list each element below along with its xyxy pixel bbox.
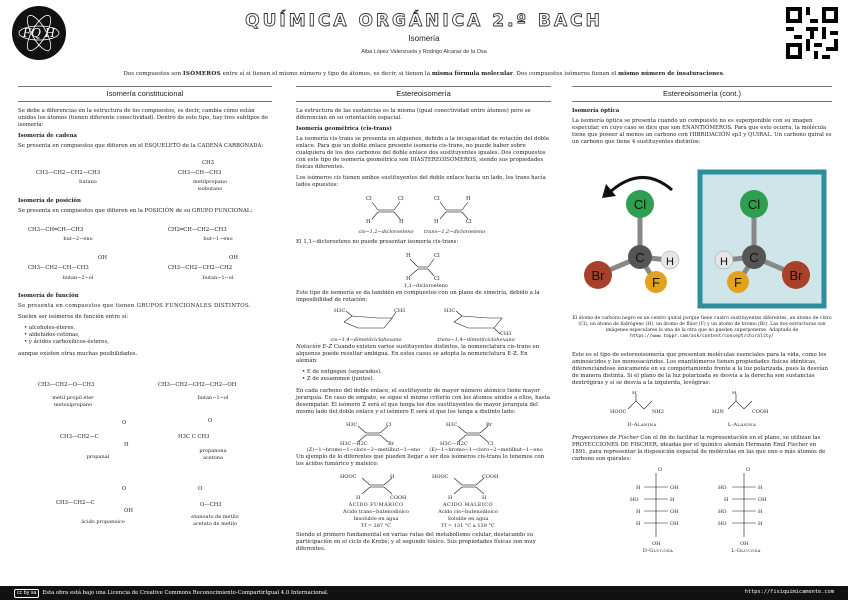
funcion-structures [18,362,272,532]
paragraph: Este tipo de isomería se da también en compuestos con un plano de simetría, debido a la imposibilidad de rotación: [296,289,540,303]
structure-label: (E)−1−bromo−1−cloro−2−metilbut−1−eno [429,447,543,454]
structure-label: D-Alanina [627,422,657,429]
section-heading: Estereoisomería (cont.) [572,86,832,102]
atom-c-label: C [635,250,645,265]
svg-text:COOH: COOH [482,474,499,481]
atom-cl-label: Cl [633,197,647,212]
atom-f-label: F [652,275,660,290]
paragraph: En cada carbono del doble enlace, el sustituyente de mayor número atómico tiene mayor jerarquía. En caso de empate, se sigue el mismo criterio con los átomos unidos a ellos, hasta desempatar. El isómero Z será el que tenga los dos sustituyentes de mayor jerarquía del mismo lado del doble enlace y el isómero E será el que los tenga a distinto lado: [296,388,550,416]
structure-formula: CH3—CH2—O—CH3 [38,381,95,388]
page-subtitle: Isomería [408,34,440,43]
structure-formula: CH3 [202,159,215,166]
list-item: • y ácidos carboxílicos-ésteres, [24,339,272,346]
license-text: cc by sa Esta obra está bajo una Licencia de Creative Commons Reconocimiento-CompartirIgual 4.0 Internacional. [14,589,329,598]
structure-label: (Z)−1−bromo−1−cloro−2−metilbut−1−eno [306,447,421,454]
section-heading: Estereoisomería [296,86,551,102]
structure-label: but−1−eno [203,235,233,242]
svg-text:H: H [636,485,641,492]
intro-text: Dos compuestos son ISÓMEROS entre sí si tienen el mismo número y tipo de átomos, es decir, si tienen la misma fórmula molecular. Dos compuestos isómeros tienen el mismo número de insaturaciones. [123,71,725,77]
funcion-list [24,325,272,346]
svg-text:H: H [636,521,641,528]
ez-drawing [296,420,551,446]
svg-text:COOH: COOH [752,409,769,416]
svg-text:Cl: Cl [466,218,472,225]
paragraph: aunque existen otras muchas posibilidades. [18,350,138,357]
structure-formula: OH [124,507,133,514]
svg-text:Cl: Cl [488,441,494,447]
svg-text:HO: HO [718,485,727,492]
structure-label: cis−1,2−dicloroeteno [358,228,414,235]
glucosa-drawing [572,465,832,547]
paragraph: Los isómeros cis tienen ambos sustituyentes del doble enlace hacia un lado, los trans hacia lados opuestos: [296,174,546,188]
structure-formula: CH3—CH2—CH2—CH3 [36,169,101,176]
structure-label: acetona [203,454,223,461]
structure-label: Tf = 131 °C a 139 °C [441,523,495,530]
svg-text:Cl: Cl [434,275,440,282]
structure-label: isobutano [197,185,223,192]
structure-label: propanona [199,447,227,454]
enantiomer-figure [572,162,832,310]
atom-f-label: F [734,275,742,290]
svg-text:Cl: Cl [386,422,392,429]
svg-text:Cl: Cl [434,195,440,202]
svg-text:H: H [406,252,411,259]
svg-text:Cl: Cl [434,252,440,259]
paragraph: Siendo el primero fundamental en varias rutas del metabolismo celular, destacando su participación en el ciclo de Krebs; y el segundo tóxico. Sus propiedades físicas son muy diferentes. [296,532,536,553]
svg-text:OH: OH [670,485,679,492]
svg-text:H: H [366,218,371,225]
subsection-title: Isomería óptica [572,107,620,114]
svg-text:H: H [448,495,453,502]
svg-text:H3C: H3C [446,422,458,429]
structure-label: ÁCIDO FUMÁRICO [348,502,404,509]
structure-formula: OH [229,254,238,261]
figure-source-link[interactable]: https://www.toppr.com/ask/content/concept/chirality/ [630,333,774,339]
atom-cl-label: Cl [747,197,761,212]
paragraph: El 1,1−dicloroeteno no puede presentar isomería cis-trans: [296,238,459,245]
dicloroeteno-11 [296,250,551,290]
atom-h-label: H [720,256,728,268]
svg-text:H3C—H2C: H3C—H2C [440,441,468,447]
svg-text:HOOC: HOOC [340,474,357,481]
structure-label: Ácido trans−butenodioico [342,509,409,516]
svg-text:Cl: Cl [366,195,372,202]
svg-text:NH2: NH2 [652,409,664,416]
cadena-structures [18,154,272,194]
atom-h-label: H [666,256,674,268]
structure-formula: O [122,485,127,492]
structure-formula: CH2═CH—CH2—CH3 [168,226,227,233]
paragraph: La isomería cis-trans se presenta en alquenos, debido a la incapacidad de rotación del doble enlace. Para que un doble enlace presente isomería cis-trans, no puede haber sobre cualquiera de los dos carbonos del doble enlace dos sustituyentes iguales. Dos compuestos con este tipo de isomería geométrica son DIASTEREOISÓMEROS, siendo sus propiedades físicas diferentes. [296,135,550,170]
svg-text:OH: OH [758,497,767,504]
paragraph: Se presenta en compuestos que difieren en el ESQUELETO de la CADENA CARBONADA: [18,142,264,149]
structure-label: ácido propanoico [81,518,125,525]
paragraph: Proyecciones de Fischer Con el fin de facilitar la representación en el plano, se utilizan las PROYECCIONES DE FISCHER, ideadas por el químico alemán Hermann Emil Fischer en 1891, para representar la disposición espacial de moléculas en las que uno o más átomos de carbono son quirales: [572,435,826,463]
structure-formula: CH3—CH═CH—CH3 [28,226,84,233]
website-link[interactable]: https://fisiquimicamente.com [744,589,834,595]
svg-text:H: H [724,497,729,504]
authors: Alba López Valenzuela y Rodrigo Alcaraz de la Osa [361,49,487,55]
column-constitucional [18,86,272,532]
structure-formula: CH3—CH—CH3 [178,169,222,176]
structure-label: Insoluble en agua [353,516,399,523]
paragraph: Suelen ser isómeros de función entre sí: [18,313,129,320]
atom-br-label: Br [591,268,605,283]
paragraph: Se debe a diferencias en la estructura de los compuestos, es decir, cambia cómo están unidos los átomos (tienen diferente conectividad). Dentro de este tipo, hay tres subtipos de isomería: [18,107,269,128]
structure-label: etanoato de metilo [191,513,239,520]
svg-text:H3C: H3C [444,307,456,314]
svg-text:CH3: CH3 [500,330,512,336]
structure-label: butan−1−ol [202,274,234,281]
svg-text:H3C: H3C [334,307,346,314]
structure-label: butano [79,178,97,185]
svg-text:COOH: COOH [390,495,407,502]
structure-label: metoxipropano [53,401,93,408]
svg-text:H2N: H2N [712,409,724,416]
glucosa-structures [572,465,832,557]
structure-formula: H [124,441,129,448]
structure-label: butan−2−ol [62,274,94,281]
ciclohexano-drawing [296,308,551,336]
structure-formula: O [198,485,203,492]
svg-text:OH: OH [670,521,679,528]
paragraph: Un ejemplo de lo diferentes que pueden llegar a ser dos isómeros cis-trans lo tenemos con los ácidos fumárico y maleico: [296,454,545,468]
structure-label: Soluble en agua [447,516,489,523]
paragraph: La isomería óptica se presenta cuando un compuesto no es superponible con su imagen especular, en cuyo caso se dice que son ENANTIÓMEROS. Para que esto ocurra, la molécula tiene que poseer al menos un carbono con HIBRIDACIÓN sp3 y QUIRAL. Un carbono quiral es un carbono que tiene 4 sustituyentes distintos: [572,117,832,145]
footer [0,586,848,600]
structure-label: metil propil éter [52,394,94,401]
svg-text:OH: OH [670,509,679,516]
structure-formula: CH3—CH2—CH2—CH2—OH [158,381,237,388]
paragraph: Notación E-Z Cuando existen varios sustituyentes distintos, la nomenclatura cis-trans en alquenos puede resultar ambigua. En estos casos se adopta la nomenclatura E-Z. En alemán: [296,343,540,364]
subsection-title: Isomería de función [18,292,79,299]
acidos-structures [296,472,551,532]
structure-formula: CH3—CH2—CH—CH3 [28,264,89,271]
svg-text:H3C: H3C [346,422,358,429]
svg-text:O: O [746,467,751,474]
structure-label: trans−1,4−dimetilciclohexano [437,336,515,343]
structure-label: trans−1,2−dicloroeteno [424,228,486,235]
paragraph: Este es el tipo de estereoisomería que presentan moléculas esenciales para la vida, como los aminoácidos y los monosacáridos. Los enantiómeros tienen propiedades físicas idénticas, diferenciándose únicamente en su comportamiento frente a la luz polarizada, pues la desvían de manera distinta. Si el plano de la luz polarizada se desvía a la derecha son sustancias dextrógiras y si se desvía a la izquierda, levógiras: [572,352,828,387]
header [0,0,848,66]
svg-text:H: H [466,195,471,202]
acidos-drawing [296,472,551,502]
section-heading: Isomería constitucional [18,86,272,102]
column-estereoisomeria-cont-lower [572,352,832,557]
paragraph: Se presenta en compuestos que tienen GRUPOS FUNCIONALES DISTINTOS. [18,302,251,309]
svg-text:HO: HO [718,509,727,516]
svg-text:HO: HO [630,497,639,504]
structure-label: butan−1−ol [197,394,229,401]
svg-text:H: H [356,495,361,502]
structure-formula: O [208,417,213,424]
svg-text:H: H [399,218,404,225]
svg-text:Br: Br [486,422,493,429]
svg-text:Cl: Cl [398,195,404,202]
svg-text:H: H [390,474,395,481]
paragraph: Se presenta en compuestos que difieren en la POSICIÓN de su GRUPO FUNCIONAL: [18,207,253,214]
structure-formula: O [122,419,127,426]
structure-label: propanal [86,453,110,460]
svg-text:H: H [670,497,675,504]
svg-text:H: H [732,391,737,397]
svg-text:H: H [758,485,763,492]
structure-label: acetato de metilo [192,520,237,527]
figure-caption: El átomo de carbono negro es un centro quiral porque tiene cuatro sustituyentes diferentes, un átomo de cloro (Cl), un átomo de hidrógeno (H), un átomo de flúor (F) y un átomo de bromo (Br). Las dos estructuras son imágenes especulares la una de la otra que no pueden superponerse. Adaptada de https://www.toppr.com/ask/content/concept/chirality/ [572,316,832,339]
svg-text:Br: Br [388,441,395,447]
subsection-title: Isomería de posición [18,197,81,204]
ciclohexano-structures [296,308,551,344]
qr-code-icon[interactable] [786,7,838,59]
ez-list [302,369,551,383]
structure-label: cis−1,4−dimetilciclohexano [330,336,402,343]
column-estereoisomeria [296,86,551,557]
svg-text:H: H [758,521,763,528]
structure-label: metilpropano [193,178,227,185]
subsection-title: Isomería de cadena [18,132,78,139]
structure-label: D-Glucosa [642,548,674,555]
cis-trans-drawing [296,193,551,227]
list-item: • alcoholes-éteres, [24,325,272,332]
list-item: • aldehídos-cetonas, [24,332,272,339]
structure-formula: H3C C CH3 [178,433,210,440]
structure-label: Ácido cis−butenodioico [438,509,498,516]
subsection-title: Isomería geométrica (cis-trans) [296,125,392,132]
svg-text:CH3: CH3 [394,307,406,314]
svg-text:H: H [758,509,763,516]
ez-structures [296,420,551,454]
enantiomer-drawing [572,162,832,310]
svg-text:H: H [636,509,641,516]
list-item: • E de entgegen (separados). [302,369,551,376]
svg-text:H: H [482,495,487,502]
structure-formula: O—CH3 [200,501,222,508]
structure-label: L-Alanina [727,422,757,429]
paragraph: La estructura de las sustancias es la misma (igual conectividad entre átomos) pero se diferencian en su orientación espacial. [296,107,531,121]
structure-formula: OH [98,254,107,261]
logo-letters: FQ H [22,26,56,40]
list-item: • Z de zusammen (juntos). [302,376,551,383]
column-estereoisomeria-cont [572,86,832,150]
page-title: QUÍMICA ORGÁNICA 2.º BACH [245,11,603,31]
posicion-structures [18,219,272,289]
structure-label: Tf = 287 °C [360,523,391,530]
svg-text:O: O [658,467,663,474]
structure-formula: CH3—CH2—CH2—CH2 [168,264,233,271]
svg-text:HOOC: HOOC [432,474,449,481]
alanina-drawing [572,391,832,423]
alanina-structures [572,391,832,431]
svg-text:HO: HO [718,521,727,528]
atom-br-label: Br [789,268,803,283]
structure-label: 1,1−dicloroeteno [404,282,448,289]
svg-text:H3C—H2C: H3C—H2C [340,441,368,447]
structure-formula: CH3—CH2—C [60,433,99,440]
dicloroeteno-structures [296,193,551,239]
svg-text:OH: OH [652,541,661,548]
svg-text:HOOC: HOOC [610,409,627,416]
svg-text:H: H [434,218,439,225]
atom-c-label: C [749,250,759,265]
structure-label: ÁCIDO MALEICO [443,502,493,509]
structure-formula: CH3—CH2—C [56,499,95,506]
cc-license-icon[interactable]: cc by sa [14,589,39,598]
svg-text:H: H [406,275,411,282]
svg-text:OH: OH [740,541,749,548]
structure-label: L-Glucosa [731,548,761,555]
svg-text:H: H [632,391,637,397]
dicloroeteno-11-drawing [396,250,456,282]
structure-label: but−2−eno [63,235,93,242]
